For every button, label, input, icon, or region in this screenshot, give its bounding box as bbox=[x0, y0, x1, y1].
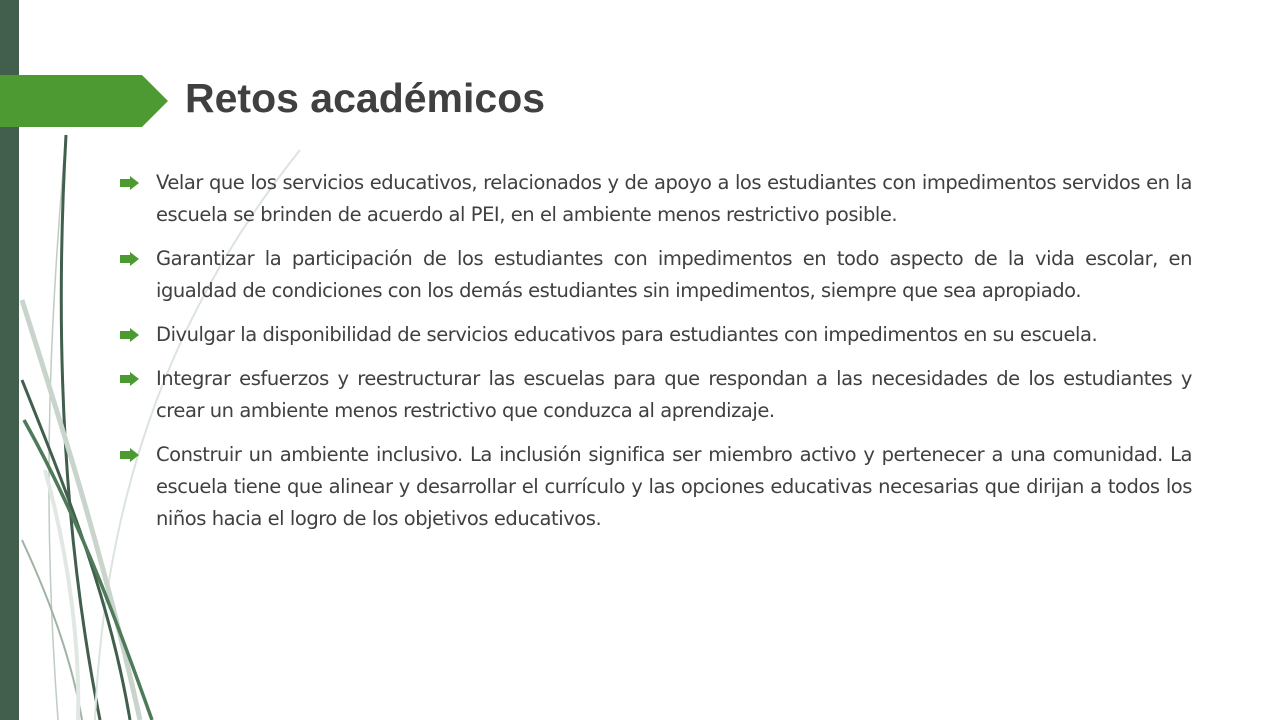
bullet-item bbox=[120, 319, 1192, 351]
bullet-text: Divulgar la disponibilidad de servicios educativos para estudiantes con impedimentos en su escuela. bbox=[156, 323, 1098, 346]
bullet-text: Construir un ambiente inclusivo. La inclusión significa ser miembro activo y pertenecer a una comunidad. La escuela tiene que alinear y desarrollar el currículo y las opciones educativas necesarias que dirijan a todos los niños hacia el logro de los objetivos educativos. bbox=[156, 443, 1192, 530]
bullet-list bbox=[120, 167, 1192, 547]
green-square-arrow-icon bbox=[120, 448, 140, 462]
green-square-arrow-icon bbox=[120, 176, 140, 190]
bullet-text: Garantizar la participación de los estudiantes con impedimentos en todo aspecto de la vida escolar, en igualdad de condiciones con los demás estudiantes sin impedimentos, siempre que sea apropiado. bbox=[156, 247, 1192, 302]
bullet-item bbox=[120, 363, 1192, 427]
bullet-text: Integrar esfuerzos y reestructurar las escuelas para que respondan a las necesidades de los estudiantes y crear un ambiente menos restrictivo que conduzca al aprendizaje. bbox=[156, 367, 1192, 422]
bullet-item bbox=[120, 439, 1192, 535]
bullet-item bbox=[120, 167, 1192, 231]
title-arrow-banner bbox=[0, 75, 168, 127]
bullet-item bbox=[120, 243, 1192, 307]
bullet-text: Velar que los servicios educativos, relacionados y de apoyo a los estudiantes con impedimentos servidos en la escuela se brinden de acuerdo al PEI, en el ambiente menos restrictivo posible. bbox=[156, 171, 1192, 226]
slide-title: Retos académicos bbox=[185, 75, 546, 121]
green-square-arrow-icon bbox=[120, 328, 140, 342]
green-square-arrow-icon bbox=[120, 372, 140, 386]
green-square-arrow-icon bbox=[120, 252, 140, 266]
